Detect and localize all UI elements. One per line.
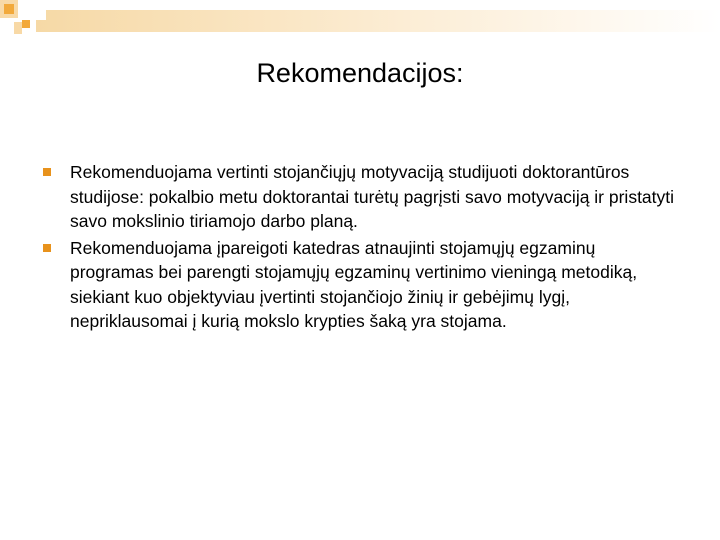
corner-square-orange [4, 4, 14, 14]
bullet-item [42, 160, 682, 234]
bullet-square-icon [43, 168, 51, 176]
bullet-text: Rekomenduojama įpareigoti katedras atnaujinti stojamųjų egzaminų programas bei parengti stojamųjų egzaminų vertinimo vieningą metodiką, siekiant kuo objektyviau įvertinti stojančiojo žinių ir gebėjimų lygį, nepriklausomai į kurią mokslo krypties šaką yra stojama. [70, 237, 638, 331]
corner-square-orange-small [22, 20, 30, 28]
corner-square-white [18, 4, 32, 18]
slide-title: Rekomendacijos: [256, 58, 464, 88]
corner-square-light-small [14, 22, 22, 34]
bullet-text: Rekomenduojama vertinti stojančiųjų motyvaciją studijuoti doktorantūros studijose: pokalbio metu doktorantai turėtų pagrįsti savo motyvaciją ir pristatyti savo mokslinio tiriamojo darbo planą. [70, 162, 675, 231]
corner-square-white-small [36, 10, 46, 20]
bullet-square-icon [43, 244, 51, 252]
bullet-item [42, 236, 682, 334]
bullet-list [42, 160, 682, 336]
decorative-top-bar [36, 10, 720, 32]
